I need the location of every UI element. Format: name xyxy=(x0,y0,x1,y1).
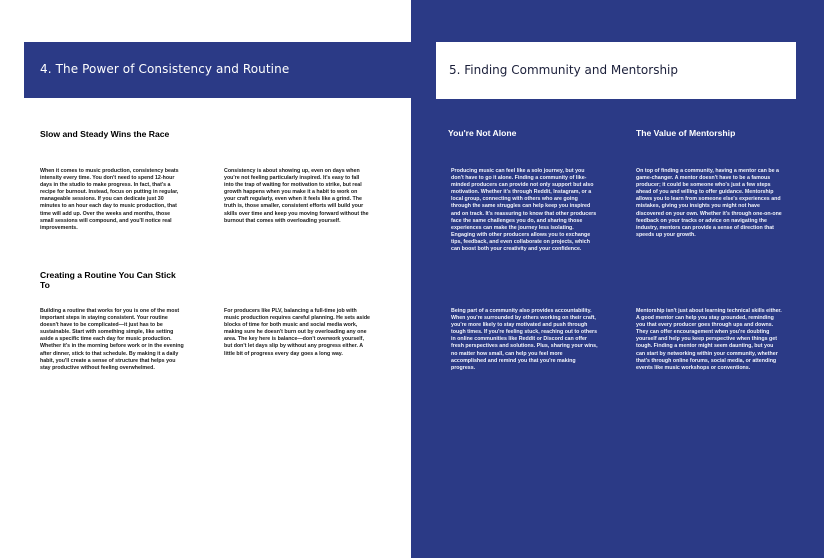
section-heading-not-alone: You're Not Alone xyxy=(448,128,517,138)
section-heading-creating-routine: Creating a Routine You Can Stick To xyxy=(40,270,176,290)
section-heading-slow-and-steady: Slow and Steady Wins the Race xyxy=(40,129,170,139)
chapter-5-header xyxy=(436,42,796,99)
paragraph-slow-steady-2: Consistency is about showing up, even on days when you're not feeling particularly inspired. It's easy to fall into the trap of waiting for motivation to strike, but real growth happens when you make it a habit to work on your craft regularly, even when it feels like a grind. The truth is, those smaller, consistent efforts will build your skills over time and keep you moving forward without the burnout that comes with overloading yourself. xyxy=(224,168,369,224)
paragraph-routine-1: Building a routine that works for you is one of the most important steps in staying consistent. Your routine doesn't have to be complicated—it just has to be sustainable. Start with something simple, like setting aside a specific time each day for music production. Whether it's in the morning before work or in the evening after dinner, stick to that schedule. By making it a daily habit, you'll create a sense of structure that helps you stay productive without feeling overwhelmed. xyxy=(40,308,184,371)
paragraph-mentorship-2: Mentorship isn't just about learning technical skills either. A good mentor can help you stay grounded, reminding you that every producer goes through ups and downs. They can offer encouragement when you're doubting yourself and help you keep perspective when things get tough. Finding a mentor might seem daunting, but you can start by networking within your community, whether that's through online forums, social media, or attending events like music workshops or conventions. xyxy=(636,308,782,371)
paragraph-mentorship-1: On top of finding a community, having a mentor can be a game-changer. A mentor doesn't have to be a famous producer; it could be someone who's just a few steps ahead of you and willing to offer guidance. Mentorship allows you to learn from someone else's experiences and mistakes, giving you insights you might not have discovered on your own. Whether it's through one-on-one feedback on your tracks or advice on navigating the industry, mentors can provide a sense of direction that speeds up your growth. xyxy=(636,168,782,238)
paragraph-not-alone-1: Producing music can feel like a solo journey, but you don't have to go it alone. Finding a community of like-minded producers can provide not only support but also motivation. Whether it's through Reddit, Instagram, or a local group, connecting with others who are going through the same struggles can help keep you inspired and on track. It's reassuring to know that other producers face the same challenges you do, and sharing those experiences can make the journey less isolating. Engaging with other producers allows you to exchange tips, feedback, and even collaborate on projects, which can boost both your creativity and your confidence. xyxy=(451,168,597,253)
section-heading-value-mentorship: The Value of Mentorship xyxy=(636,128,736,138)
chapter-5-title: 5. Finding Community and Mentorship xyxy=(449,63,679,77)
paragraph-routine-2: For producers like PLV, balancing a full-time job with music production requires careful planning. He sets aside blocks of time for both music and social media work, making sure he doesn't burn out by overloading any one area. The key here is balance—don't overwork yourself, but don't let days slip by without any progress either. A little bit of progress every day goes a long way. xyxy=(224,308,370,357)
paragraph-not-alone-2: Being part of a community also provides accountability. When you're surrounded by others working on their craft, you're more likely to stay motivated and push through tough times. If you're feeling stuck, reaching out to others in online communities like Reddit or Discord can offer fresh perspectives and solutions. Plus, sharing your wins, no matter how small, can help you feel more accomplished and remind you that you're making progress. xyxy=(451,308,598,371)
paragraph-slow-steady-1: When it comes to music production, consistency beats intensity every time. You don't need to spend 12-hour days in the studio to make progress. In fact, that's a recipe for burnout. Instead, focus on putting in regular, manageable sessions. If you can dedicate just 30 minutes to an hour each day to music production, that time will add up. Over the weeks and months, those small sessions will compound, and you'll notice real improvements. xyxy=(40,168,179,231)
chapter-4-header xyxy=(24,42,411,98)
chapter-4-title: 4. The Power of Consistency and Routine xyxy=(40,62,290,76)
